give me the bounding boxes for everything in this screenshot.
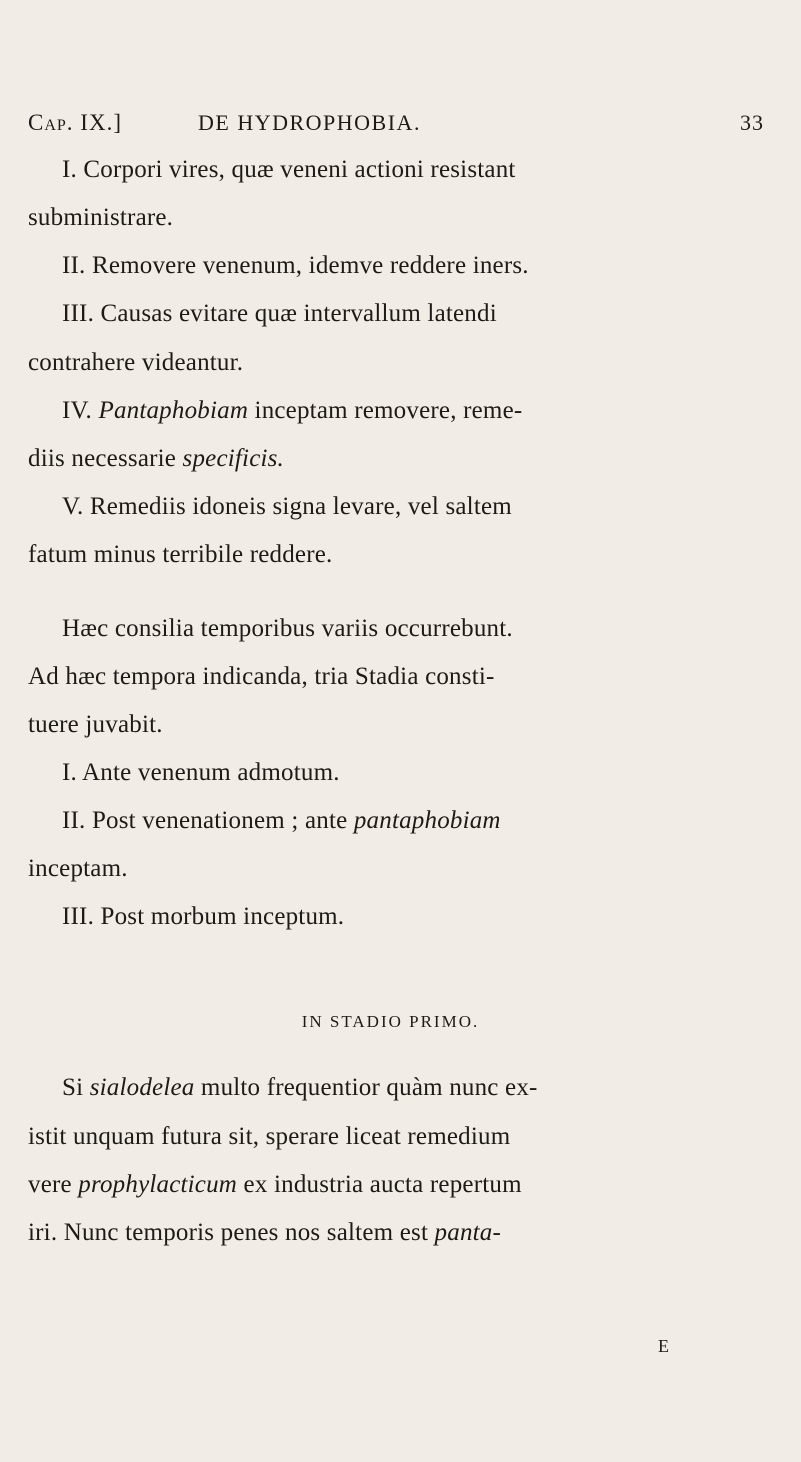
text-segment: inceptam. <box>28 855 128 882</box>
text-segment: diis necessarie <box>28 445 183 472</box>
page-number: 33 <box>740 110 764 135</box>
aim-5-line-2 <box>28 540 333 570</box>
text-segment: II. Removere venenum, idemve reddere iners. <box>62 252 529 279</box>
text-segment: istit unquam futura sit, sperare liceat remedium <box>28 1123 511 1150</box>
text-segment: IV. <box>62 397 99 424</box>
section-heading: IN STADIO PRIMO. <box>301 1012 480 1031</box>
aim-5-line-1 <box>62 492 512 522</box>
stage-2-line-1 <box>62 806 501 836</box>
text-segment: II. Post venenationem ; ante <box>62 807 354 834</box>
italic-text: panta- <box>434 1219 502 1246</box>
aim-3-line-1 <box>62 299 497 329</box>
paragraph-line-2 <box>28 662 495 692</box>
italic-text: sialodelea <box>89 1074 195 1101</box>
section-line-1 <box>62 1073 538 1103</box>
aim-1-line-2 <box>28 203 173 233</box>
text-segment: fatum minus terribile reddere. <box>28 541 333 568</box>
text-segment: III. Causas evitare quæ intervallum latendi <box>62 300 497 327</box>
aim-3-line-2 <box>28 348 243 378</box>
running-header <box>28 110 772 144</box>
chapter-label: Cap. IX.] <box>28 110 122 135</box>
text-segment: subministrare. <box>28 204 174 231</box>
text-segment: contrahere videantur. <box>28 349 244 376</box>
italic-text: prophylacticum <box>78 1171 238 1198</box>
text-segment: V. Remediis idoneis signa levare, vel saltem <box>62 493 512 520</box>
paragraph-line-1 <box>62 614 513 644</box>
aim-1-line-1 <box>62 155 516 185</box>
aim-4-line-2 <box>28 444 284 474</box>
italic-text: pantaphobiam <box>353 807 501 834</box>
text-segment: ex industria aucta repertum <box>237 1171 522 1198</box>
aim-4-line-1 <box>62 396 522 426</box>
section-line-2 <box>28 1122 510 1152</box>
text-segment: III. Post morbum inceptum. <box>62 903 345 930</box>
italic-text: specificis. <box>182 445 285 472</box>
text-segment: Ad hæc tempora indicanda, tria Stadia consti- <box>28 663 495 690</box>
section-line-4 <box>28 1218 501 1248</box>
text-segment: tuere juvabit. <box>28 711 163 738</box>
signature-mark: E <box>658 1336 669 1356</box>
running-title: DE HYDROPHOBIA. <box>198 110 421 135</box>
italic-text: Pantaphobiam <box>98 397 249 424</box>
section-line-3 <box>28 1170 522 1200</box>
text-segment: iri. Nunc temporis penes nos saltem est <box>28 1219 435 1246</box>
text-segment: I. Corpori vires, quæ veneni actioni resistant <box>62 156 516 183</box>
paragraph-line-3 <box>28 710 163 740</box>
stage-2-line-2 <box>28 854 128 884</box>
text-segment: inceptam removere, reme- <box>248 397 523 424</box>
aim-2-line-1 <box>62 251 529 281</box>
text-segment: I. Ante venenum admotum. <box>62 759 340 786</box>
text-segment: vere <box>28 1171 79 1198</box>
text-segment: multo frequentior quàm nunc ex- <box>194 1074 538 1101</box>
text-segment: Hæc consilia temporibus variis occurrebunt. <box>62 615 513 642</box>
stage-3-line-1 <box>62 902 344 932</box>
text-segment: Si <box>62 1074 90 1101</box>
stage-1-line-1 <box>62 758 340 788</box>
